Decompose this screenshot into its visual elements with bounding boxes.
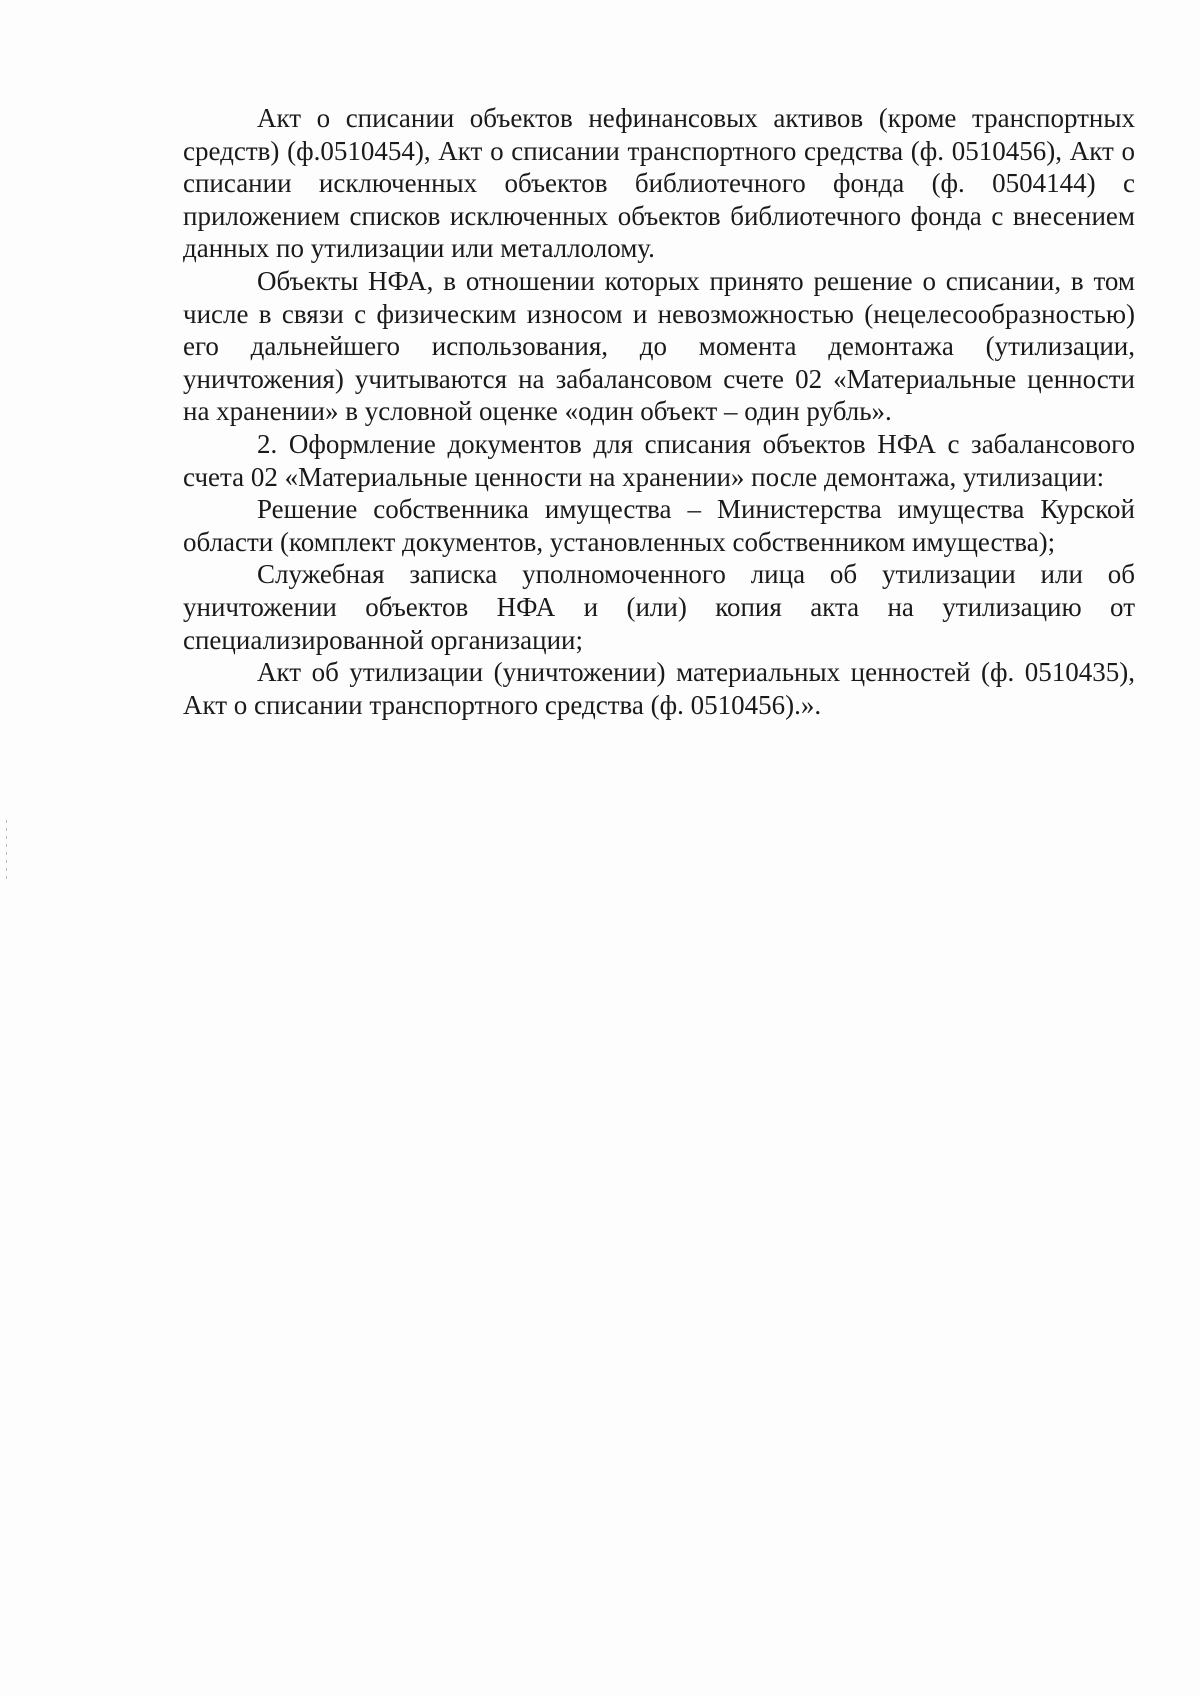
- paragraph-disposal-act: Акт об утилизации (уничтожении) материальных ценностей (ф. 0510435), Акт о списании транспортного средства (ф. 0510456).».: [183, 657, 1135, 720]
- paragraph-off-balance-accounting: Объекты НФА, в отношении которых принято решение о списании, в том числе в связи с физическим износом и невозможностью (нецелесообразностью) его дальнейшего использования, до момента демонтажа (утилизации, уничтожения) учитываются на забалансовом счете 02 «Материальные ценности на хранении» в условной оценке «один объект – один рубль».: [183, 265, 1135, 427]
- scan-edge-mark: [6, 820, 7, 880]
- paragraph-section-2-heading: 2. Оформление документов для списания объектов НФА с забалансового счета 02 «Материальные ценности на хранении» после демонтажа, утилизации:: [183, 428, 1135, 492]
- paragraph-service-memo: Служебная записка уполномоченного лица об утилизации или об уничтожении объектов НФА и (или) копия акта на утилизацию от специализированной организации;: [183, 559, 1135, 655]
- paragraph-owner-decision: Решение собственника имущества – Министерства имущества Курской области (комплект документов, установленных собственником имущества);: [183, 494, 1135, 557]
- paragraph-write-off-acts: Акт о списании объектов нефинансовых активов (кроме транспортных средств) (ф.0510454), Акт о списании транспортного средства (ф. 0510456), Акт о списании исключенных объектов библиотечного фонда (ф. 0504144) с приложением списков исключенных объектов библиотечного фонда с внесением данных по утилизации или металлолому.: [183, 103, 1135, 264]
- document-body: [183, 102, 1135, 721]
